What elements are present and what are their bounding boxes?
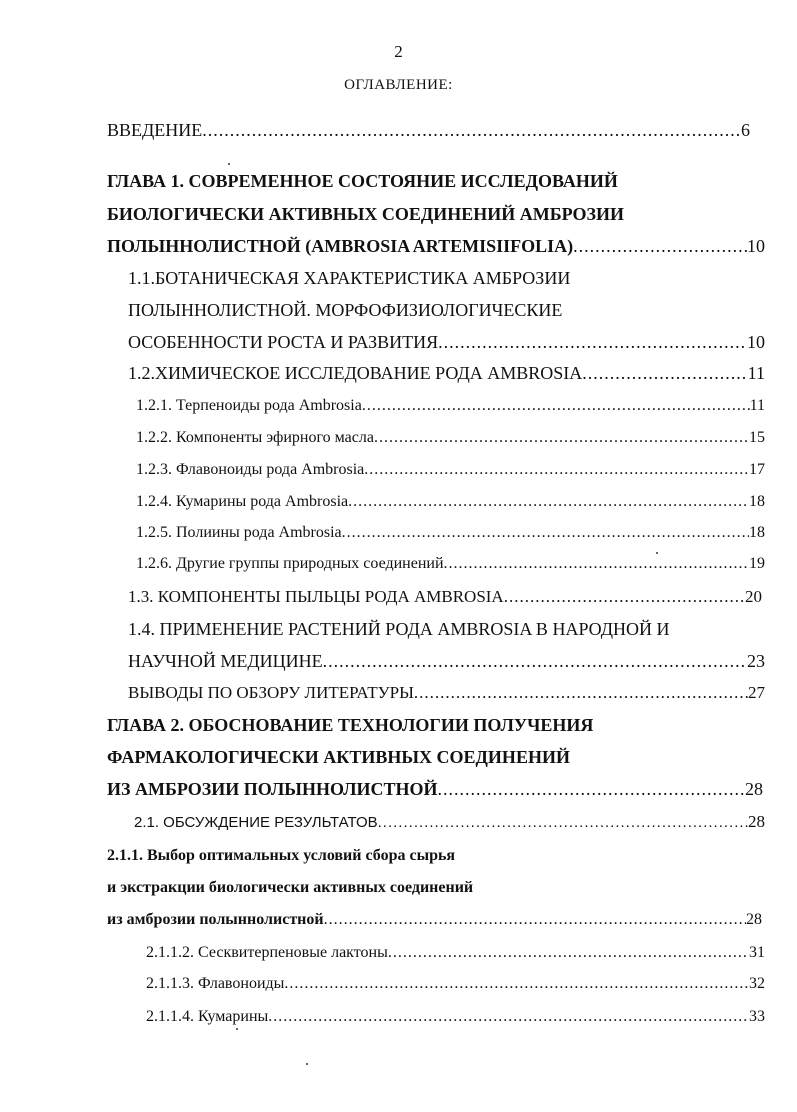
toc-entry-page: 10 (747, 332, 765, 352)
section-1-4-line-1: 1.4. ПРИМЕНЕНИЕ РАСТЕНИЙ РОДА AMBROSIA В НАРОДНОЙ И (128, 619, 670, 639)
toc-entry-title: 1.2.1. Терпеноиды рода Ambrosia (136, 397, 362, 414)
toc-entry-page: 15 (749, 429, 765, 446)
section-1-1-line-2: ПОЛЫННОЛИСТНОЙ. МОРФОФИЗИОЛОГИЧЕСКИЕ (128, 300, 563, 320)
section-2-1-1-line-2: и экстракции биологически активных соединений (107, 879, 474, 896)
dot-leader (444, 553, 749, 575)
toc-entry-section-1-2 (128, 362, 765, 384)
toc-entry-intro (107, 119, 750, 141)
dot-leader (342, 522, 749, 544)
scan-speck (236, 1028, 238, 1030)
toc-entry-title: 1.2.2. Компоненты эфирного масла (136, 429, 374, 446)
toc-entry-page: 10 (747, 236, 765, 256)
chapter-1-title-line-1: ГЛАВА 1. СОВРЕМЕННОЕ СОСТОЯНИЕ ИССЛЕДОВАНИЙ (107, 171, 618, 191)
toc-entry-page: 11 (747, 363, 765, 383)
toc-entry-section-1-3 (128, 586, 762, 608)
toc-entry-page: 28 (748, 812, 765, 831)
chapter-2-title-line-3: ИЗ АМБРОЗИИ ПОЛЫННОЛИСТНОЙ (107, 779, 438, 799)
toc-entry-section-1-2-2 (136, 427, 765, 449)
dot-leader (202, 119, 741, 141)
toc-entry-section-1-2-1 (136, 395, 765, 417)
dot-leader (414, 682, 748, 704)
toc-entry-section-1-2-6 (136, 553, 765, 575)
toc-entry-page: 18 (749, 524, 765, 541)
chapter-2-title-line-2: ФАРМАКОЛОГИЧЕСКИ АКТИВНЫХ СОЕДИНЕНИЙ (107, 747, 570, 767)
dot-leader (323, 650, 747, 672)
scan-speck (656, 552, 658, 554)
toc-entry-section-1-2-3 (136, 459, 765, 481)
page-number: 2 (394, 42, 403, 61)
toc-entry-section-1-2-4 (136, 491, 765, 513)
toc-entry-title: ВЫВОДЫ ПО ОБЗОРУ ЛИТЕРАТУРЫ (128, 683, 414, 702)
toc-entry-conclusions (128, 682, 765, 704)
toc-entry-title: 1.2.3. Флавоноиды рода Ambrosia (136, 461, 365, 478)
dot-leader (388, 942, 749, 964)
toc-entry-page: 28 (745, 779, 763, 799)
toc-entry-title: 2.1. ОБСУЖДЕНИЕ РЕЗУЛЬТАТОВ (134, 814, 378, 831)
toc-entry-section-2-1-1-2 (146, 942, 765, 964)
toc-entry-page: 11 (749, 397, 765, 414)
toc-entry-title: 1.2.4. Кумарины рода Ambrosia (136, 493, 349, 510)
dot-leader (582, 362, 747, 384)
toc-entry-page: 17 (749, 461, 765, 478)
scan-speck (228, 163, 230, 165)
toc-entry-section-1-4 (128, 650, 765, 672)
section-2-1-1-line-3: из амброзии полыннолистной (107, 911, 324, 928)
toc-entry-section-2-1 (134, 811, 765, 834)
toc-entry-chapter-1 (107, 235, 765, 257)
section-1-1-line-3: ОСОБЕННОСТИ РОСТА И РАЗВИТИЯ (128, 332, 439, 352)
toc-heading: ОГЛАВЛЕНИЕ: (344, 77, 453, 93)
toc-entry-page: 18 (749, 493, 765, 510)
toc-entry-section-1-1 (128, 331, 765, 353)
chapter-2-title-line-1: ГЛАВА 2. ОБОСНОВАНИЕ ТЕХНОЛОГИИ ПОЛУЧЕНИЯ (107, 715, 594, 735)
toc-entry-page: 33 (749, 1008, 765, 1025)
dot-leader (378, 812, 748, 834)
toc-entry-section-1-2-5 (136, 522, 765, 544)
toc-entry-page: 27 (748, 683, 765, 702)
toc-entry-title: 1.2.6. Другие группы природных соединений (136, 555, 444, 572)
chapter-1-title-line-2: БИОЛОГИЧЕСКИ АКТИВНЫХ СОЕДИНЕНИЙ АМБРОЗИИ (107, 204, 625, 224)
dot-leader (324, 909, 746, 931)
toc-entry-title: ВВЕДЕНИЕ (107, 120, 203, 140)
toc-entry-page: 6 (741, 120, 750, 140)
dot-leader (364, 459, 749, 481)
toc-entry-section-2-1-1-4 (146, 1006, 765, 1028)
dot-leader (374, 427, 749, 449)
dot-leader (362, 395, 750, 417)
toc-entry-page: 32 (749, 975, 765, 992)
toc-entry-title: 2.1.1.3. Флавоноиды (146, 975, 285, 992)
toc-entry-title: 1.3. КОМПОНЕНТЫ ПЫЛЬЦЫ РОДА AMBROSIA (128, 587, 504, 606)
dot-leader (504, 586, 745, 608)
chapter-1-title-line-3: ПОЛЫННОЛИСТНОЙ (AMBROSIA ARTEMISIIFOLIA) (107, 236, 574, 256)
toc-entry-section-2-1-1-3 (146, 973, 765, 995)
dot-leader (348, 491, 749, 513)
dot-leader (573, 235, 747, 257)
toc-entry-page: 20 (745, 587, 762, 606)
toc-entry-title: 1.2.ХИМИЧЕСКОЕ ИССЛЕДОВАНИЕ РОДА AMBROSIA (128, 363, 583, 383)
toc-entry-section-2-1-1 (107, 909, 762, 931)
dot-leader (438, 331, 747, 353)
toc-entry-page: 19 (749, 555, 765, 572)
toc-entry-title: 2.1.1.2. Сесквитерпеновые лактоны (146, 944, 388, 961)
toc-entry-page: 23 (747, 651, 765, 671)
dot-leader (284, 973, 749, 995)
toc-entry-page: 31 (749, 944, 765, 961)
dot-leader (268, 1006, 749, 1028)
section-2-1-1-line-1: 2.1.1. Выбор оптимальных условий сбора сырья (107, 847, 456, 864)
toc-entry-page: 28 (746, 911, 762, 928)
section-1-1-line-1: 1.1.БОТАНИЧЕСКАЯ ХАРАКТЕРИСТИКА АМБРОЗИИ (128, 268, 571, 288)
toc-entry-title: 1.2.5. Полиины рода Ambrosia (136, 524, 342, 541)
scan-speck (306, 1063, 308, 1065)
toc-entry-chapter-2 (107, 778, 763, 800)
section-1-4-line-2: НАУЧНОЙ МЕДИЦИНЕ (128, 651, 323, 671)
dot-leader (438, 778, 745, 800)
toc-entry-title: 2.1.1.4. Кумарины (146, 1008, 269, 1025)
